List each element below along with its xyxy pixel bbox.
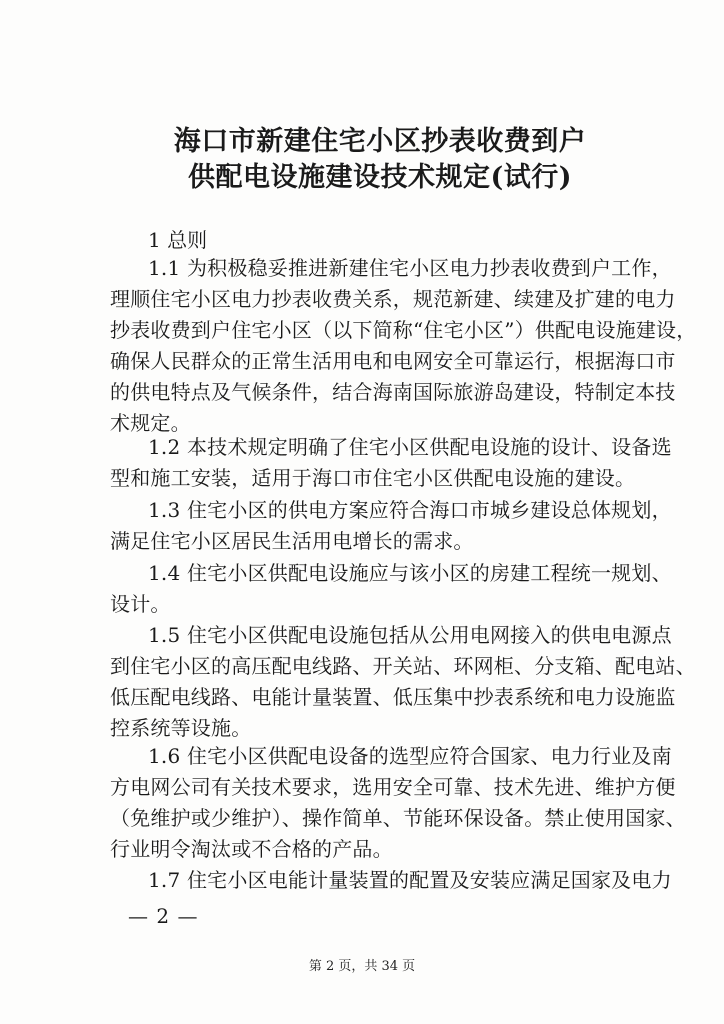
body-line: 型和施工安装，适用于海口市住宅小区供配电设施的建设。 (110, 466, 636, 490)
body-line: 抄表收费到户住宅小区（以下简称“住宅小区”）供配电设施建设， (110, 318, 697, 342)
body-line: 1.2 本技术规定明确了住宅小区供配电设施的设计、设备选 (148, 435, 672, 459)
body-line: 确保人民群众的正常生活用电和电网安全可靠运行，根据海口市 (110, 349, 676, 373)
body-line: 方电网公司有关技术要求，选用安全可靠、技术先进、维护方便 (110, 775, 676, 799)
body-line: 设计。 (110, 592, 171, 616)
body-line: 满足住宅小区居民生活用电增长的需求。 (110, 529, 474, 553)
body-line: 1.6 住宅小区供配电设备的选型应符合国家、电力行业及南 (148, 744, 672, 768)
body-line: 到住宅小区的高压配电线路、开关站、环网柜、分支箱、配电站、 (110, 654, 696, 678)
body-line: 低压配电线路、电能计量装置、低压集中抄表系统和电力设施监 (110, 685, 676, 709)
body-line: 的供电特点及气候条件，结合海南国际旅游岛建设，特制定本技 (110, 380, 676, 404)
body-line: 1.7 住宅小区电能计量装置的配置及安装应满足国家及电力 (148, 868, 672, 892)
body-line: 术规定。 (110, 411, 191, 435)
page-footer: 第 2 页，共 34 页 (308, 959, 416, 974)
body-line: 1.4 住宅小区供配电设施应与该小区的房建工程统一规划、 (148, 561, 672, 585)
body-line: 理顺住宅小区电力抄表收费关系，规范新建、续建及扩建的电力 (110, 287, 676, 311)
body-line: 1.5 住宅小区供配电设施包括从公用电网接入的供电电源点 (148, 623, 672, 647)
page-number: — 2 — (128, 904, 199, 928)
body-line: 控系统等设施。 (110, 716, 252, 740)
document-title-line-2: 供配电设施建设技术规定(试行) (187, 162, 573, 193)
document-title-line-1: 海口市新建住宅小区抄表收费到户 (173, 126, 587, 157)
body-line: 1.1 为积极稳妥推进新建住宅小区电力抄表收费到户工作， (148, 256, 672, 280)
body-line: 1.3 住宅小区的供电方案应符合海口市城乡建设总体规划， (148, 498, 672, 522)
body-line: （免维护或少维护）、操作简单、节能环保设备。禁止使用国家、 (110, 806, 686, 830)
section-heading: 1 总则 (148, 228, 208, 252)
body-line: 行业明令淘汰或不合格的产品。 (110, 837, 393, 861)
